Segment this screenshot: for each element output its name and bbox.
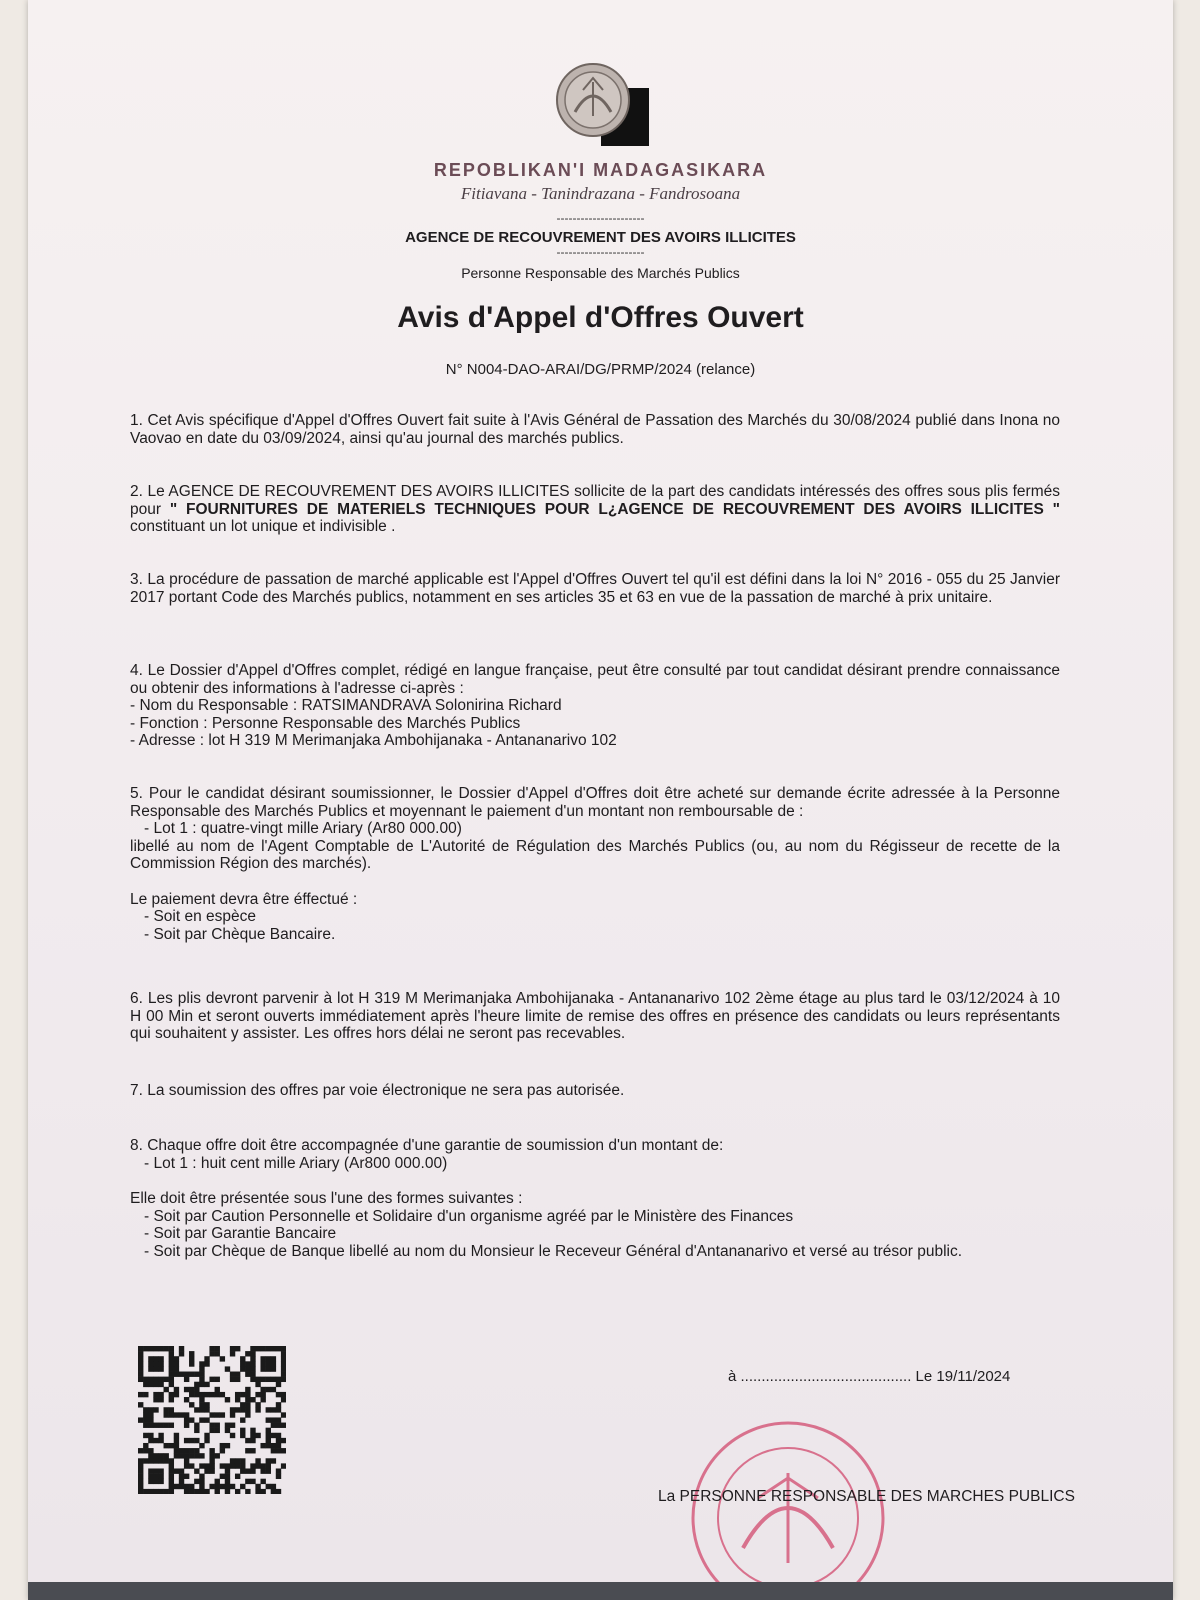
separator-line: ----------------------: [556, 211, 645, 225]
paragraph-2: [130, 483, 1060, 536]
paragraph-6: 6. Les plis devront parvenir à lot H 319 M Merimanjaka Ambohijanaka - Antananarivo 102 2ème étage au plus tard le 03/12/2024 à 10 H 00 Min et seront ouverts immédiatement après l'heure limite de remise des offres en présence des candidats ou leurs représentants qui souhaitent y assister. Les offres hors délai ne seront pas recevables.: [130, 990, 1060, 1042]
paragraph-2-object: " FOURNITURES DE MATERIELS TECHNIQUES POUR L¿AGENCE DE RECOUVREMENT DES AVOIRS ILLICITES ": [169, 500, 1060, 518]
paragraph-3: 3. La procédure de passation de marché applicable est l'Appel d'Offres Ouvert tel qu'il est défini dans la loi N° 2016 - 055 du 25 Janvier 2017 portant Code des Marchés publics, notamment en ses articles 35 et 63 en vue de la passation de marché à prix unitaire.: [130, 571, 1060, 606]
responsible-function: - Fonction : Personne Responsable des Marchés Publics: [130, 714, 521, 732]
bid-guarantee-amount: - Lot 1 : huit cent mille Ariary (Ar800 000.00): [144, 1154, 448, 1172]
paragraph-5: [130, 785, 1060, 943]
payment-cash: - Soit en espèce: [144, 908, 257, 925]
paragraph-8: [130, 1137, 1060, 1260]
signatory-title: La PERSONNE RESPONSABLE DES MARCHES PUBLICS: [658, 1488, 1075, 1505]
guarantee-form-1: - Soit par Caution Personnelle et Solidaire d'un organisme agréé par le Ministère des Finances: [144, 1207, 794, 1225]
paragraph-7: 7. La soumission des offres par voie électronique ne sera pas autorisée.: [130, 1082, 625, 1099]
guarantee-form-2: - Soit par Garantie Bancaire: [144, 1225, 337, 1242]
responsible-name: - Nom du Responsable : RATSIMANDRAVA Solonirina Richard: [130, 697, 562, 714]
paragraph-4: [130, 662, 1060, 750]
country-name: REPOBLIKAN'I MADAGASIKARA: [433, 160, 768, 180]
dossier-price: - Lot 1 : quatre-vingt mille Ariary (Ar80 000.00): [144, 820, 462, 837]
payee-text: libellé au nom de l'Agent Comptable de L'Autorité de Régulation des Marchés Publics (ou, au nom du Régisseur de recette de la Commission Région des marchés).: [130, 837, 1060, 872]
page-bottom-edge: [28, 1582, 1173, 1600]
paragraph-5-text: 5. Pour le candidat désirant soumissionner, le Dossier d'Appel d'Offres doit être acheté sur demande écrite adressée à la Personne Responsable des Marchés Publics et moyennant le paiement d'un montant non remboursable de :: [130, 785, 1060, 820]
paragraph-1: 1. Cet Avis spécifique d'Appel d'Offres Ouvert fait suite à l'Avis Général de Passation des Marchés du 30/08/2024 publié dans Inona no Vaovao en date du 03/09/2024, ainsi qu'au journal des marchés publics.: [130, 412, 1060, 447]
paragraph-8-text: 8. Chaque offre doit être accompagnée d'une garantie de soumission d'un montant de:: [130, 1137, 724, 1154]
paragraph-2-end: constituant un lot unique et indivisible .: [130, 518, 396, 535]
guarantee-form-3: - Soit par Chèque de Banque libellé au nom du Monsieur le Receveur Général d'Antananarivo et versé au trésor public.: [144, 1242, 963, 1260]
place-and-date: à ......................................... Le 19/11/2024: [728, 1368, 1011, 1385]
qr-code: [138, 1346, 286, 1494]
payment-heading: Le paiement devra être éffectué :: [130, 890, 358, 908]
document-page: [28, 0, 1173, 1600]
paragraph-2-intro: 2. Le AGENCE DE RECOUVREMENT DES AVOIRS ILLICITES sollicite de la part des candidats intéressés des offres sous plis fermés pour: [130, 483, 1060, 518]
paragraph-4-text: 4. Le Dossier d'Appel d'Offres complet, rédigé en langue française, peut être consulté par tout candidat désirant prendre connaissance ou obtenir des informations à l'adresse ci-après :: [130, 662, 1060, 697]
agency-name: AGENCE DE RECOUVREMENT DES AVOIRS ILLICITES: [405, 229, 796, 246]
document-title: Avis d'Appel d'Offres Ouvert: [397, 301, 804, 334]
document-reference: N° N004-DAO-ARAI/DG/PRMP/2024 (relance): [445, 361, 756, 378]
guarantee-forms-heading: Elle doit être présentée sous l'une des formes suivantes :: [130, 1190, 523, 1207]
national-motto: Fitiavana - Tanindrazana - Fandrosoana: [460, 184, 741, 203]
responsible-address: - Adresse : lot H 319 M Merimanjaka Ambohijanaka - Antananarivo 102: [130, 732, 617, 749]
national-seal-logo: [553, 60, 653, 156]
payment-cheque: - Soit par Chèque Bancaire.: [144, 925, 336, 943]
authority-name: Personne Responsable des Marchés Publics: [461, 265, 740, 281]
separator-line: ----------------------: [556, 245, 645, 259]
